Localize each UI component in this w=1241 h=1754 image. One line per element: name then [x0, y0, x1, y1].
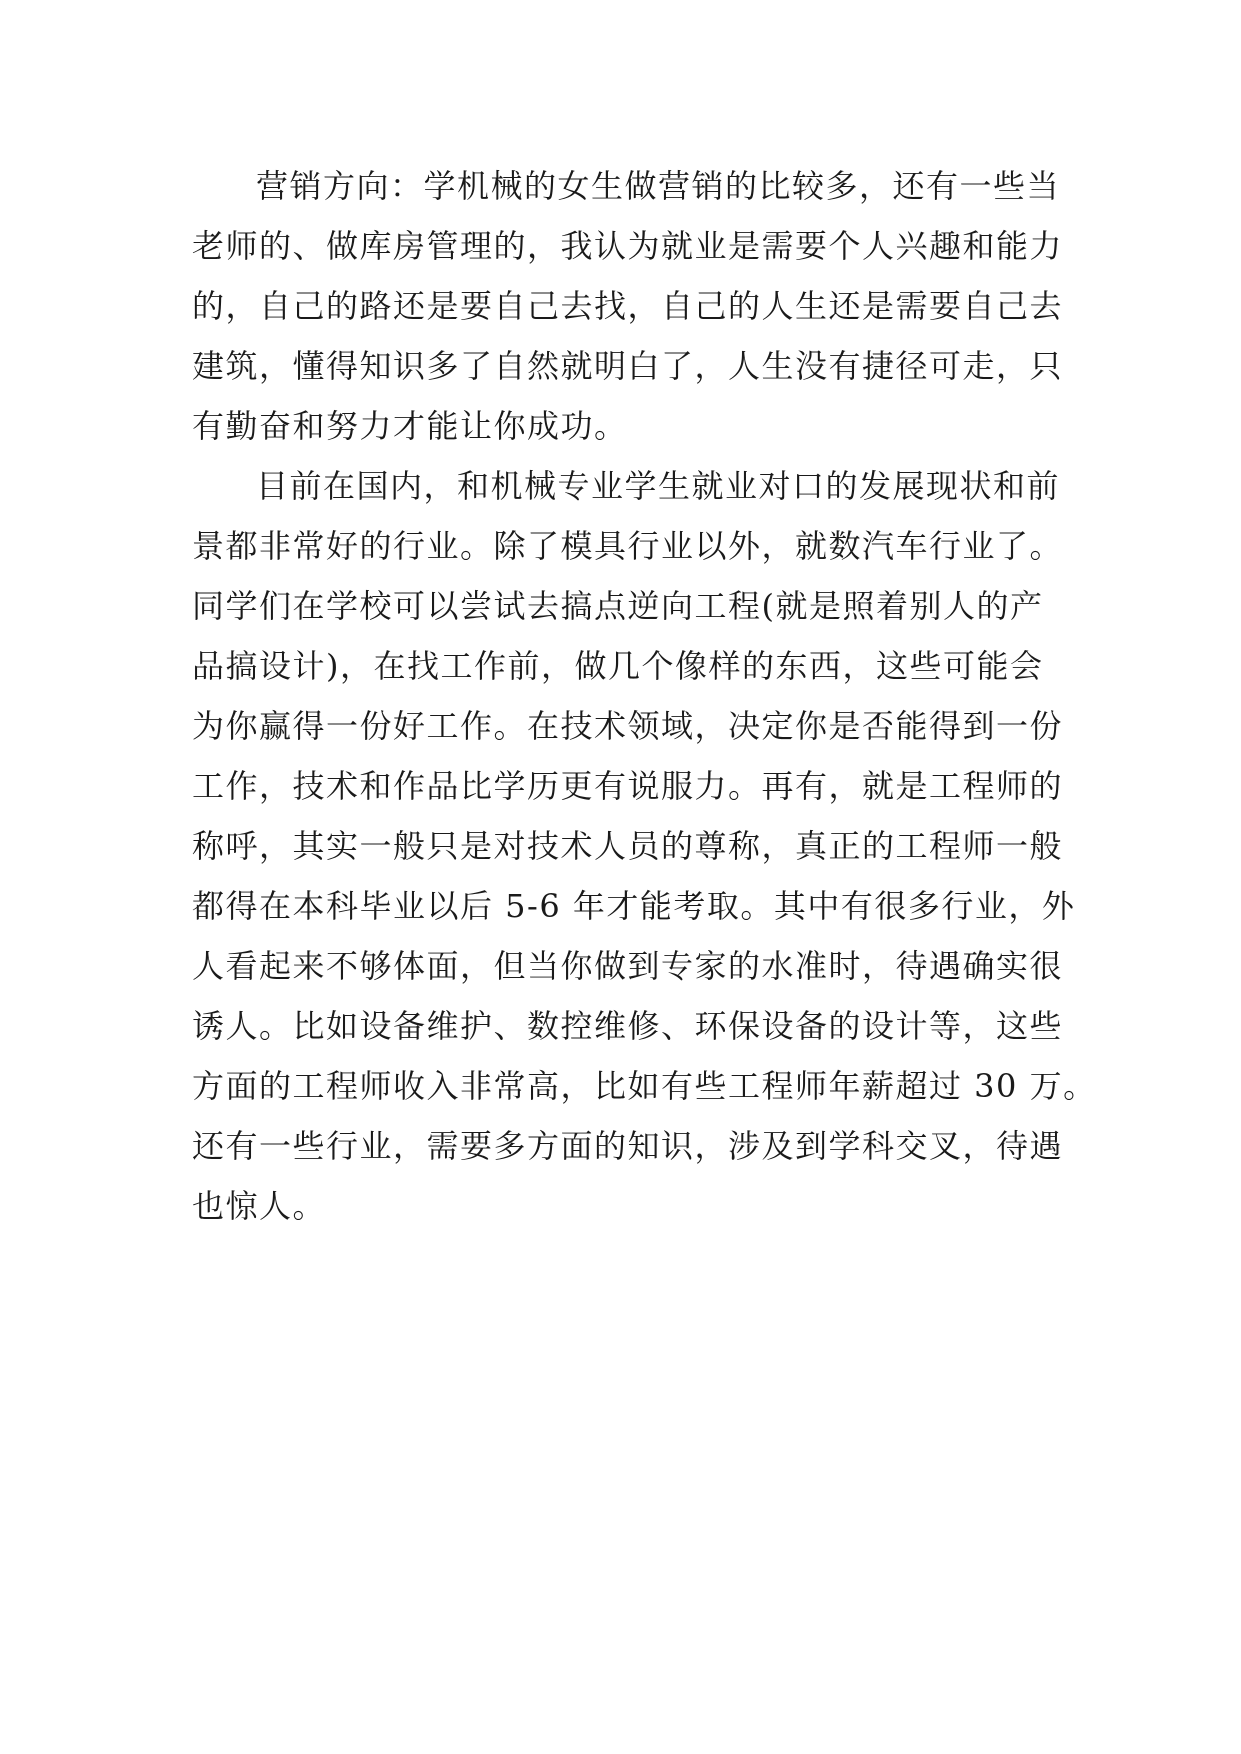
paragraph-line: 工作，技术和作品比学历更有说服力。再有，就是工程师的 [192, 767, 1064, 805]
paragraph-line: 的，自己的路还是要自己去找，自己的人生还是需要自己去 [192, 287, 1064, 325]
paragraph-line: 方面的工程师收入非常高，比如有些工程师年薪超过 30 万。 [192, 1067, 1097, 1105]
paragraph-line: 有勤奋和努力才能让你成功。 [192, 407, 628, 445]
document-body [192, 156, 1097, 1236]
paragraph-line: 都得在本科毕业以后 5-6 年才能考取。其中有很多行业，外 [192, 887, 1076, 925]
paragraph-line: 诱人。比如设备维护、数控维修、环保设备的设计等，这些 [192, 1007, 1064, 1045]
paragraph-domestic-prospects [192, 456, 1097, 1236]
paragraph-line: 景都非常好的行业。除了模具行业以外，就数汽车行业了。 [192, 527, 1064, 565]
paragraph-line: 也惊人。 [192, 1187, 327, 1225]
paragraph-line: 人看起来不够体面，但当你做到专家的水准时，待遇确实很 [192, 947, 1064, 985]
paragraph-line: 老师的、做库房管理的，我认为就业是需要个人兴趣和能力 [192, 227, 1064, 265]
paragraph-line: 目前在国内，和机械专业学生就业对口的发展现状和前 [256, 467, 1061, 505]
paragraph-line: 为你赢得一份好工作。在技术领域，决定你是否能得到一份 [192, 707, 1064, 745]
paragraph-line: 称呼，其实一般只是对技术人员的尊称，真正的工程师一般 [192, 827, 1064, 865]
paragraph-line: 同学们在学校可以尝试去搞点逆向工程(就是照着别人的产 [192, 587, 1044, 625]
paragraph-line: 还有一些行业，需要多方面的知识，涉及到学科交叉，待遇 [192, 1127, 1064, 1165]
paragraph-marketing [192, 156, 1072, 456]
paragraph-line: 建筑，懂得知识多了自然就明白了，人生没有捷径可走，只 [192, 347, 1064, 385]
paragraph-line: 品搞设计)，在找工作前，做几个像样的东西，这些可能会 [192, 647, 1044, 685]
paragraph-line: 营销方向：学机械的女生做营销的比较多，还有一些当 [256, 167, 1061, 205]
